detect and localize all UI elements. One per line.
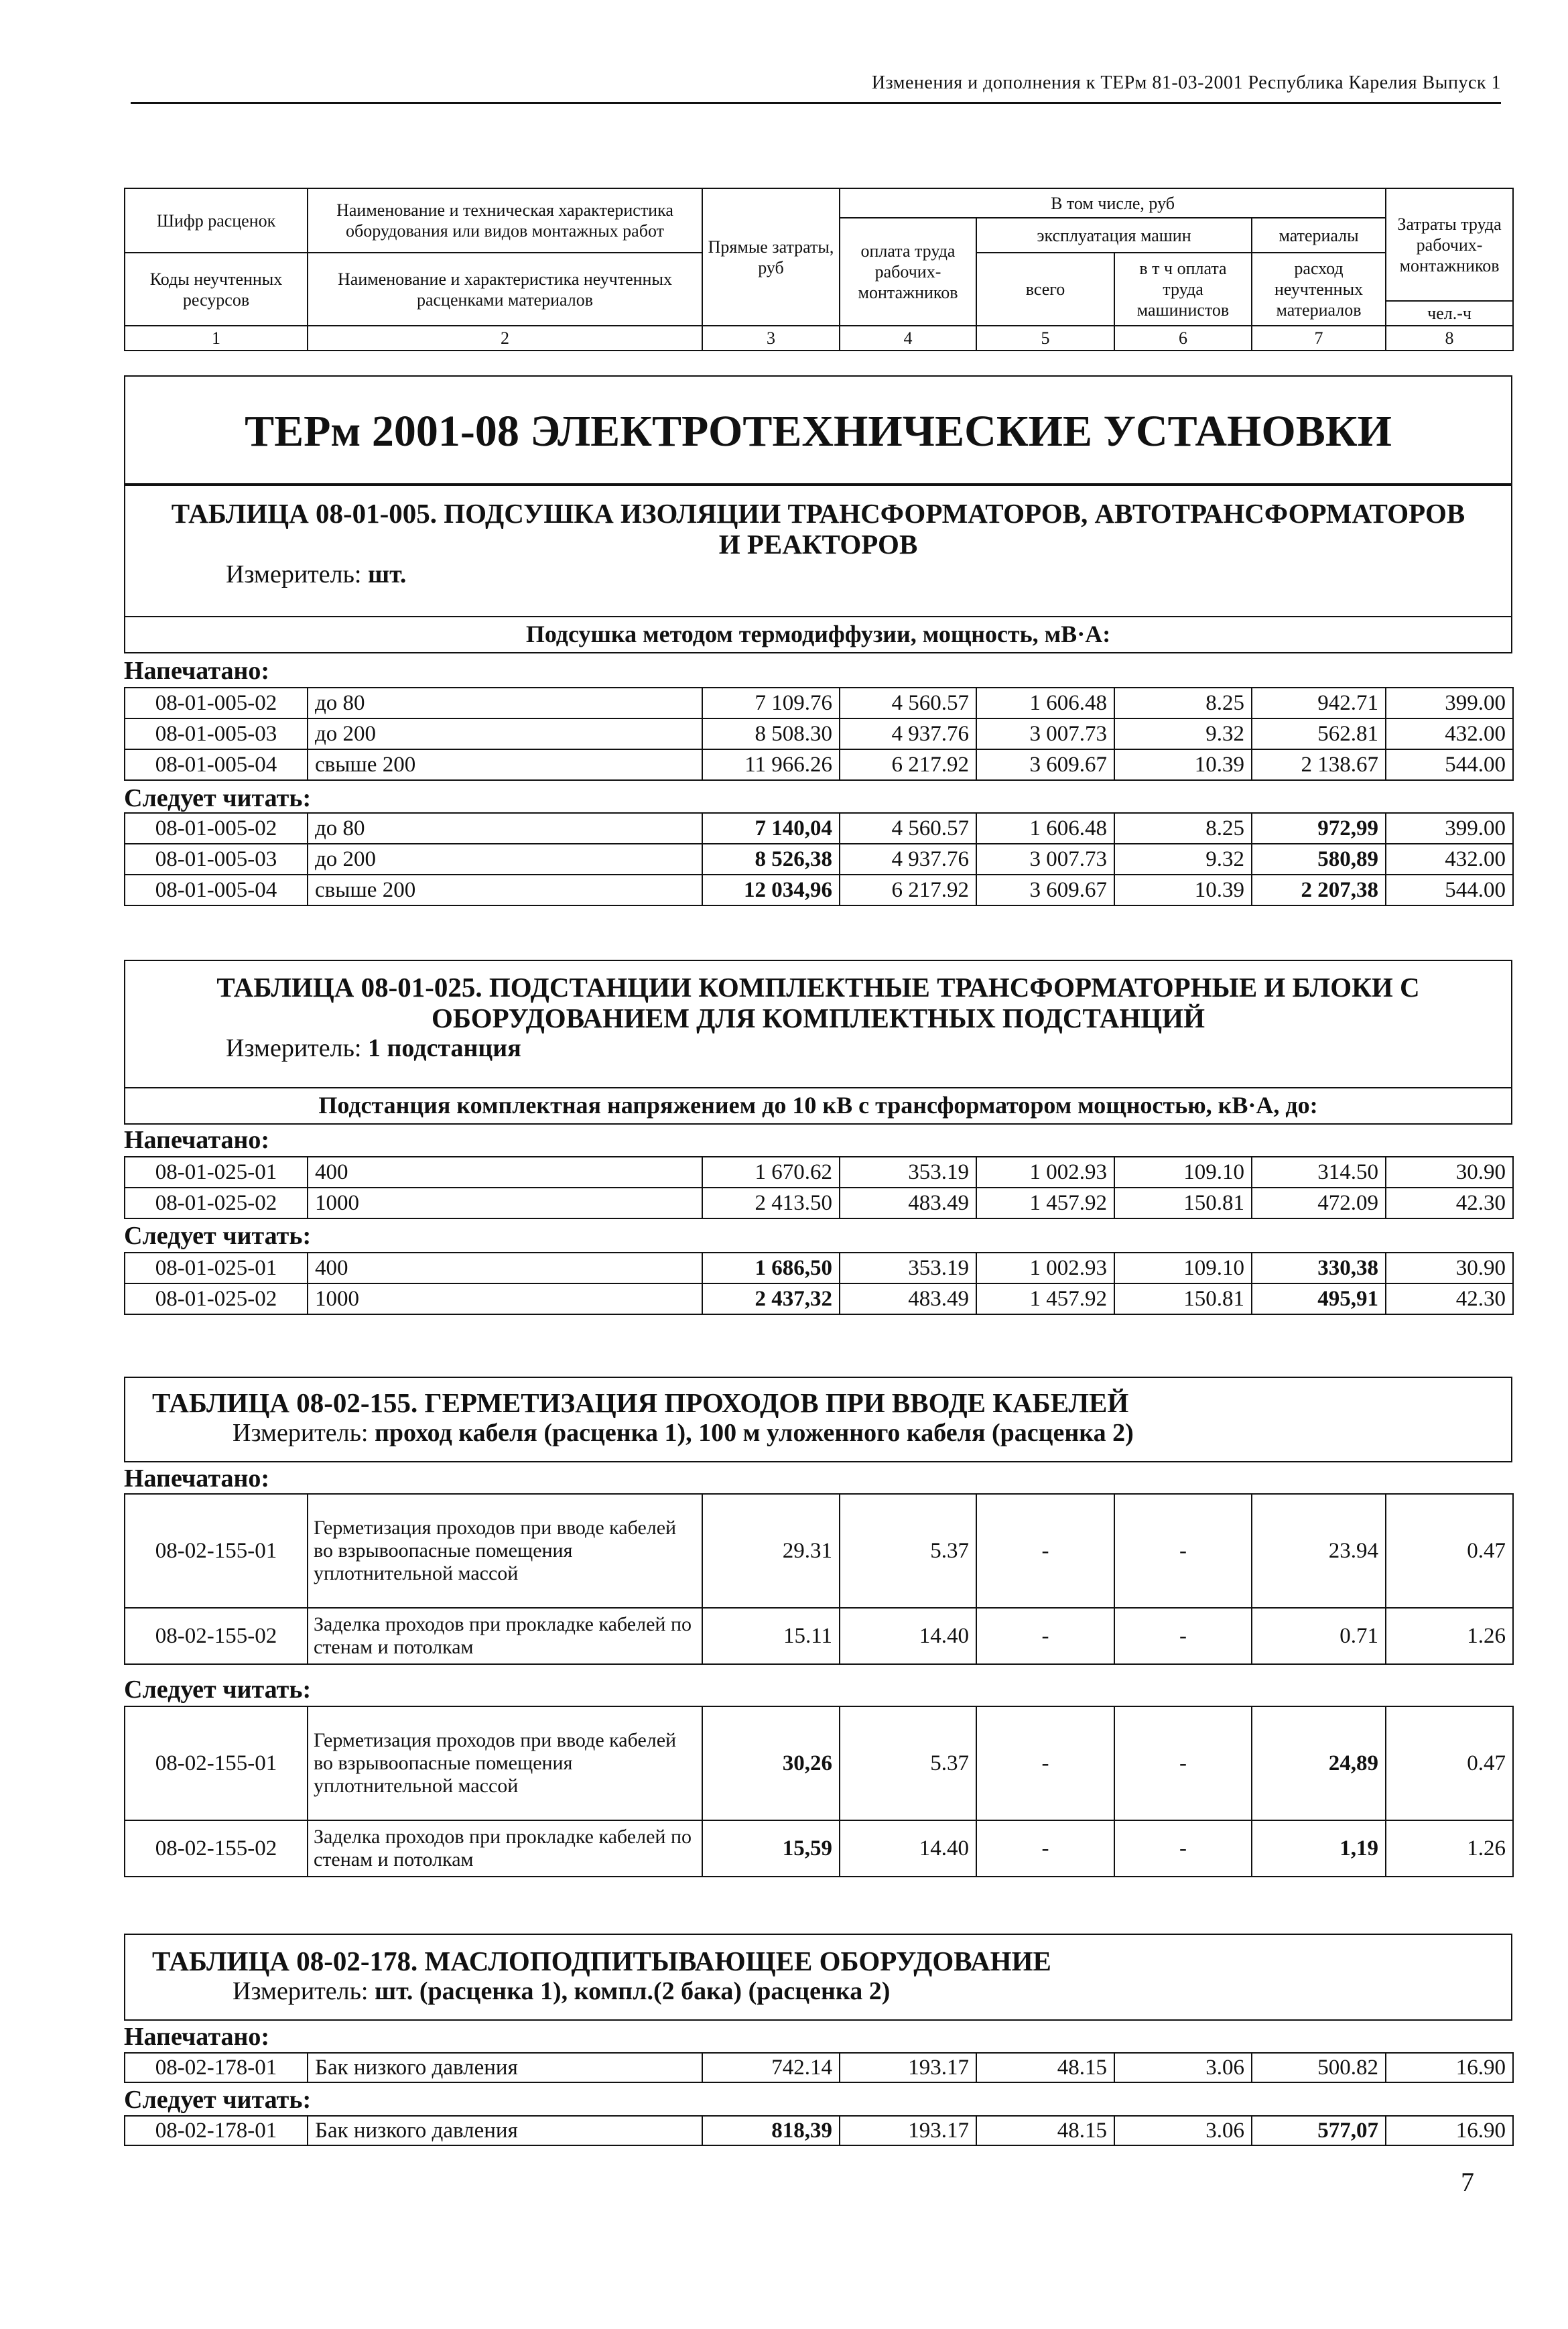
table-title-box	[124, 1377, 1512, 1462]
cell-value: 1 002.93	[976, 1157, 1114, 1188]
cell-value: 544.00	[1386, 749, 1513, 780]
cell-code: 08-01-005-02	[125, 813, 308, 844]
table-title-box	[124, 485, 1512, 653]
table-row	[125, 813, 1513, 844]
table-row	[125, 1188, 1513, 1218]
meter-label: Измеритель:	[233, 1977, 369, 2005]
cell-value: 9.32	[1114, 718, 1252, 749]
cell-value: 1 606.48	[976, 688, 1114, 718]
cell-value: 562.81	[1252, 718, 1386, 749]
table-printed	[124, 2052, 1514, 2083]
cell-value: 742.14	[702, 2053, 840, 2082]
cell-value: -	[1114, 1608, 1252, 1664]
cell-value: 399.00	[1386, 688, 1513, 718]
cell-value: 1 457.92	[976, 1188, 1114, 1218]
cell-value: 1.26	[1386, 1820, 1513, 1877]
table-title-box	[124, 1934, 1512, 2021]
cell-value: 23.94	[1252, 1494, 1386, 1608]
table-row	[125, 1494, 1513, 1608]
cell-code: 08-01-025-02	[125, 1283, 308, 1314]
meter-value: шт.	[368, 560, 407, 588]
cell-code: 08-01-025-01	[125, 1157, 308, 1188]
cell-value-corrected: 330,38	[1252, 1253, 1386, 1283]
should-read-label: Следует читать:	[124, 1676, 312, 1704]
page-number: 7	[1461, 2167, 1474, 2197]
table-subtitle: Подстанция комплектная напряжением до 10 кВ с трансформатором мощностью, кВ·А, до:	[125, 1087, 1511, 1123]
cell-value: 3 007.73	[976, 718, 1114, 749]
cell-value: 109.10	[1114, 1253, 1252, 1283]
cell-value-corrected: 818,39	[702, 2116, 840, 2145]
col-materialy: материалы	[1252, 218, 1386, 253]
section-title: ТЕРм 2001-08 ЭЛЕКТРОТЕХНИЧЕСКИЕ УСТАНОВКИ	[124, 375, 1512, 485]
col-naim2: Наименование и характеристика неучтенных расценками материалов	[308, 253, 702, 326]
cell-value-corrected: 972,99	[1252, 813, 1386, 844]
table-row	[125, 718, 1513, 749]
cell-value: 150.81	[1114, 1283, 1252, 1314]
cell-desc: свыше 200	[308, 875, 702, 905]
cell-value: 353.19	[840, 1157, 976, 1188]
cell-value: 4 937.76	[840, 844, 976, 875]
cell-value: 48.15	[976, 2053, 1114, 2082]
table-row	[125, 2053, 1513, 2082]
cell-value: 30.90	[1386, 1253, 1513, 1283]
col-num: 5	[976, 326, 1114, 351]
table-row	[125, 2116, 1513, 2145]
col-num: 1	[125, 326, 308, 351]
running-header: Изменения и дополнения к ТЕРм 81-03-2001 Республика Карелия Выпуск 1	[871, 72, 1501, 93]
cell-desc: до 200	[308, 718, 702, 749]
cell-value: 1 606.48	[976, 813, 1114, 844]
cell-value: 30.90	[1386, 1157, 1513, 1188]
cell-code: 08-01-005-03	[125, 844, 308, 875]
cell-value: 11 966.26	[702, 749, 840, 780]
cell-value: 16.90	[1386, 2116, 1513, 2145]
cell-value: 432.00	[1386, 844, 1513, 875]
table-corrected	[124, 2115, 1514, 2146]
cell-value-corrected: 15,59	[702, 1820, 840, 1877]
cell-value: 14.40	[840, 1608, 976, 1664]
table-row	[125, 875, 1513, 905]
should-read-label: Следует читать:	[124, 1222, 312, 1250]
cell-value: 1 457.92	[976, 1283, 1114, 1314]
table-printed	[124, 1156, 1514, 1219]
cell-value: 3 609.67	[976, 875, 1114, 905]
table-corrected	[124, 812, 1514, 906]
cell-value: 42.30	[1386, 1283, 1513, 1314]
cell-value: 3.06	[1114, 2116, 1252, 2145]
meter-value: проход кабеля (расценка 1), 100 м уложенного кабеля (расценка 2)	[375, 1419, 1134, 1447]
cell-value: -	[1114, 1820, 1252, 1877]
table-printed	[124, 687, 1514, 781]
cell-value: 942.71	[1252, 688, 1386, 718]
table-row	[125, 1157, 1513, 1188]
cell-desc: Бак низкого давления	[308, 2116, 702, 2145]
cell-value: 6 217.92	[840, 875, 976, 905]
cell-desc: 400	[308, 1253, 702, 1283]
meter-value: 1 подстанция	[368, 1034, 521, 1062]
cell-value: 4 560.57	[840, 813, 976, 844]
cell-value: -	[1114, 1706, 1252, 1820]
cell-value: -	[976, 1820, 1114, 1877]
cell-desc: 1000	[308, 1283, 702, 1314]
printed-label: Напечатано:	[124, 1464, 269, 1493]
cell-value: 4 560.57	[840, 688, 976, 718]
col-num: 3	[702, 326, 840, 351]
cell-value: 5.37	[840, 1494, 976, 1608]
cell-desc: 1000	[308, 1188, 702, 1218]
cell-desc: 400	[308, 1157, 702, 1188]
cell-value: 472.09	[1252, 1188, 1386, 1218]
cell-desc: свыше 200	[308, 749, 702, 780]
meter-label: Измеритель:	[233, 1419, 369, 1447]
table-corrected	[124, 1252, 1514, 1315]
table-row	[125, 688, 1513, 718]
cell-code: 08-01-005-03	[125, 718, 308, 749]
cell-desc: Заделка проходов при прокладке кабелей по стенам и потолкам	[308, 1820, 702, 1877]
col-num: 6	[1114, 326, 1252, 351]
cell-desc: Бак низкого давления	[308, 2053, 702, 2082]
table-row	[125, 1608, 1513, 1664]
cell-value: 48.15	[976, 2116, 1114, 2145]
cell-desc: Герметизация проходов при вводе кабелей во взрывоопасные помещения уплотнительной массой	[308, 1706, 702, 1820]
col-num: 2	[308, 326, 702, 351]
table-row	[125, 844, 1513, 875]
cell-value: 5.37	[840, 1706, 976, 1820]
should-read-label: Следует читать:	[124, 2086, 312, 2114]
col-oplata: оплата труда рабочих-монтажников	[840, 218, 976, 326]
cell-code: 08-02-155-01	[125, 1706, 308, 1820]
cell-value: 42.30	[1386, 1188, 1513, 1218]
col-vtch: в т ч оплата труда машинистов	[1114, 253, 1252, 326]
cell-value: -	[976, 1706, 1114, 1820]
meter-label: Измеритель:	[226, 560, 362, 588]
cell-value: 500.82	[1252, 2053, 1386, 2082]
table-title-line: И РЕАКТОРОВ	[718, 529, 918, 560]
cell-code: 08-01-005-04	[125, 749, 308, 780]
cell-value-corrected: 30,26	[702, 1706, 840, 1820]
cell-value: 16.90	[1386, 2053, 1513, 2082]
table-row	[125, 1253, 1513, 1283]
col-num: 7	[1252, 326, 1386, 351]
cell-value: 0.47	[1386, 1494, 1513, 1608]
cell-value-corrected: 7 140,04	[702, 813, 840, 844]
cell-value: 483.49	[840, 1188, 976, 1218]
cell-desc: Герметизация проходов при вводе кабелей во взрывоопасные помещения уплотнительной массой	[308, 1494, 702, 1608]
cell-desc: Заделка проходов при прокладке кабелей по стенам и потолкам	[308, 1608, 702, 1664]
cell-value: 2 413.50	[702, 1188, 840, 1218]
should-read-label: Следует читать:	[124, 784, 312, 812]
cell-code: 08-01-005-02	[125, 688, 308, 718]
cell-value-corrected: 495,91	[1252, 1283, 1386, 1314]
cell-value: 10.39	[1114, 749, 1252, 780]
cell-value-corrected: 577,07	[1252, 2116, 1386, 2145]
cell-value: 314.50	[1252, 1157, 1386, 1188]
cell-value: 432.00	[1386, 718, 1513, 749]
cell-value: 8 508.30	[702, 718, 840, 749]
header-rule	[131, 102, 1501, 104]
cell-value: 0.47	[1386, 1706, 1513, 1820]
table-row	[125, 1706, 1513, 1820]
cell-value: 29.31	[702, 1494, 840, 1608]
cell-code: 08-02-178-01	[125, 2053, 308, 2082]
cell-value: 6 217.92	[840, 749, 976, 780]
cell-value: 1 002.93	[976, 1253, 1114, 1283]
table-title-line: ТАБЛИЦА 08-02-178. МАСЛОПОДПИТЫВАЮЩЕЕ ОБОРУДОВАНИЕ	[152, 1946, 1051, 1976]
cell-value: 109.10	[1114, 1157, 1252, 1188]
cell-value: 8.25	[1114, 688, 1252, 718]
printed-label: Напечатано:	[124, 1126, 269, 1154]
table-row	[125, 1820, 1513, 1877]
col-chelch: чел.-ч	[1386, 301, 1513, 326]
cell-value: 3 609.67	[976, 749, 1114, 780]
cell-code: 08-01-025-01	[125, 1253, 308, 1283]
col-num: 8	[1386, 326, 1513, 351]
cell-code: 08-02-155-02	[125, 1820, 308, 1877]
table-printed	[124, 1493, 1514, 1665]
cell-value-corrected: 24,89	[1252, 1706, 1386, 1820]
cell-value-corrected: 2 207,38	[1252, 875, 1386, 905]
table-title-line: ТАБЛИЦА 08-01-025. ПОДСТАНЦИИ КОМПЛЕКТНЫЕ ТРАНСФОРМАТОРНЫЕ И БЛОКИ С	[216, 972, 1420, 1003]
cell-code: 08-02-155-02	[125, 1608, 308, 1664]
cell-value: 9.32	[1114, 844, 1252, 875]
cell-desc: до 200	[308, 844, 702, 875]
printed-label: Напечатано:	[124, 657, 269, 685]
column-header-table	[124, 188, 1514, 351]
cell-value: 15.11	[702, 1608, 840, 1664]
cell-desc: до 80	[308, 688, 702, 718]
cell-code: 08-01-025-02	[125, 1188, 308, 1218]
cell-value-corrected: 580,89	[1252, 844, 1386, 875]
table-title-line: ОБОРУДОВАНИЕМ ДЛЯ КОМПЛЕКТНЫХ ПОДСТАНЦИЙ	[432, 1003, 1205, 1033]
cell-value: 544.00	[1386, 875, 1513, 905]
cell-value: 14.40	[840, 1820, 976, 1877]
cell-value: 1 670.62	[702, 1157, 840, 1188]
table-title-line: ТАБЛИЦА 08-02-155. ГЕРМЕТИЗАЦИЯ ПРОХОДОВ ПРИ ВВОДЕ КАБЕЛЕЙ	[152, 1387, 1129, 1418]
table-row	[125, 1283, 1513, 1314]
cell-value: 3.06	[1114, 2053, 1252, 2082]
table-row	[125, 749, 1513, 780]
cell-value: 1.26	[1386, 1608, 1513, 1664]
col-ekspl: эксплуатация машин	[976, 218, 1252, 253]
cell-value: 150.81	[1114, 1188, 1252, 1218]
col-num: 4	[840, 326, 976, 351]
cell-value-corrected: 12 034,96	[702, 875, 840, 905]
col-pryamye: Прямые затраты, руб	[702, 188, 840, 326]
cell-value: -	[976, 1494, 1114, 1608]
cell-code: 08-01-005-04	[125, 875, 308, 905]
col-zatraty: Затраты труда рабочих-монтажников	[1386, 188, 1513, 301]
cell-value: 2 138.67	[1252, 749, 1386, 780]
cell-value: 0.71	[1252, 1608, 1386, 1664]
cell-value: 3 007.73	[976, 844, 1114, 875]
cell-code: 08-02-178-01	[125, 2116, 308, 2145]
cell-value: -	[1114, 1494, 1252, 1608]
cell-value: 7 109.76	[702, 688, 840, 718]
cell-value-corrected: 2 437,32	[702, 1283, 840, 1314]
cell-value: 193.17	[840, 2053, 976, 2082]
col-raskhod: расход неучтенных материалов	[1252, 253, 1386, 326]
col-naim1: Наименование и техническая характеристика оборудования или видов монтажных работ	[308, 188, 702, 253]
cell-value: 10.39	[1114, 875, 1252, 905]
table-title-line: ТАБЛИЦА 08-01-005. ПОДСУШКА ИЗОЛЯЦИИ ТРАНСФОРМАТОРОВ, АВТОТРАНСФОРМАТОРОВ	[171, 498, 1465, 529]
meter-label: Измеритель:	[226, 1034, 362, 1062]
cell-desc: до 80	[308, 813, 702, 844]
col-shifr: Шифр расценок	[125, 188, 308, 253]
table-title-box	[124, 960, 1512, 1125]
col-vsego: всего	[976, 253, 1114, 326]
printed-label: Напечатано:	[124, 2023, 269, 2051]
cell-value: 193.17	[840, 2116, 976, 2145]
cell-value: -	[976, 1608, 1114, 1664]
cell-value: 4 937.76	[840, 718, 976, 749]
col-v-tom-chisle: В том числе, руб	[840, 188, 1386, 218]
cell-value-corrected: 1 686,50	[702, 1253, 840, 1283]
cell-value: 399.00	[1386, 813, 1513, 844]
table-corrected	[124, 1706, 1514, 1877]
table-subtitle: Подсушка методом термодиффузии, мощность, мВ·А:	[125, 616, 1511, 652]
cell-value: 8.25	[1114, 813, 1252, 844]
cell-code: 08-02-155-01	[125, 1494, 308, 1608]
cell-value: 353.19	[840, 1253, 976, 1283]
meter-value: шт. (расценка 1), компл.(2 бака) (расценка 2)	[375, 1977, 891, 2005]
cell-value-corrected: 1,19	[1252, 1820, 1386, 1877]
cell-value-corrected: 8 526,38	[702, 844, 840, 875]
cell-value: 483.49	[840, 1283, 976, 1314]
col-kody: Коды неучтенных ресурсов	[125, 253, 308, 326]
